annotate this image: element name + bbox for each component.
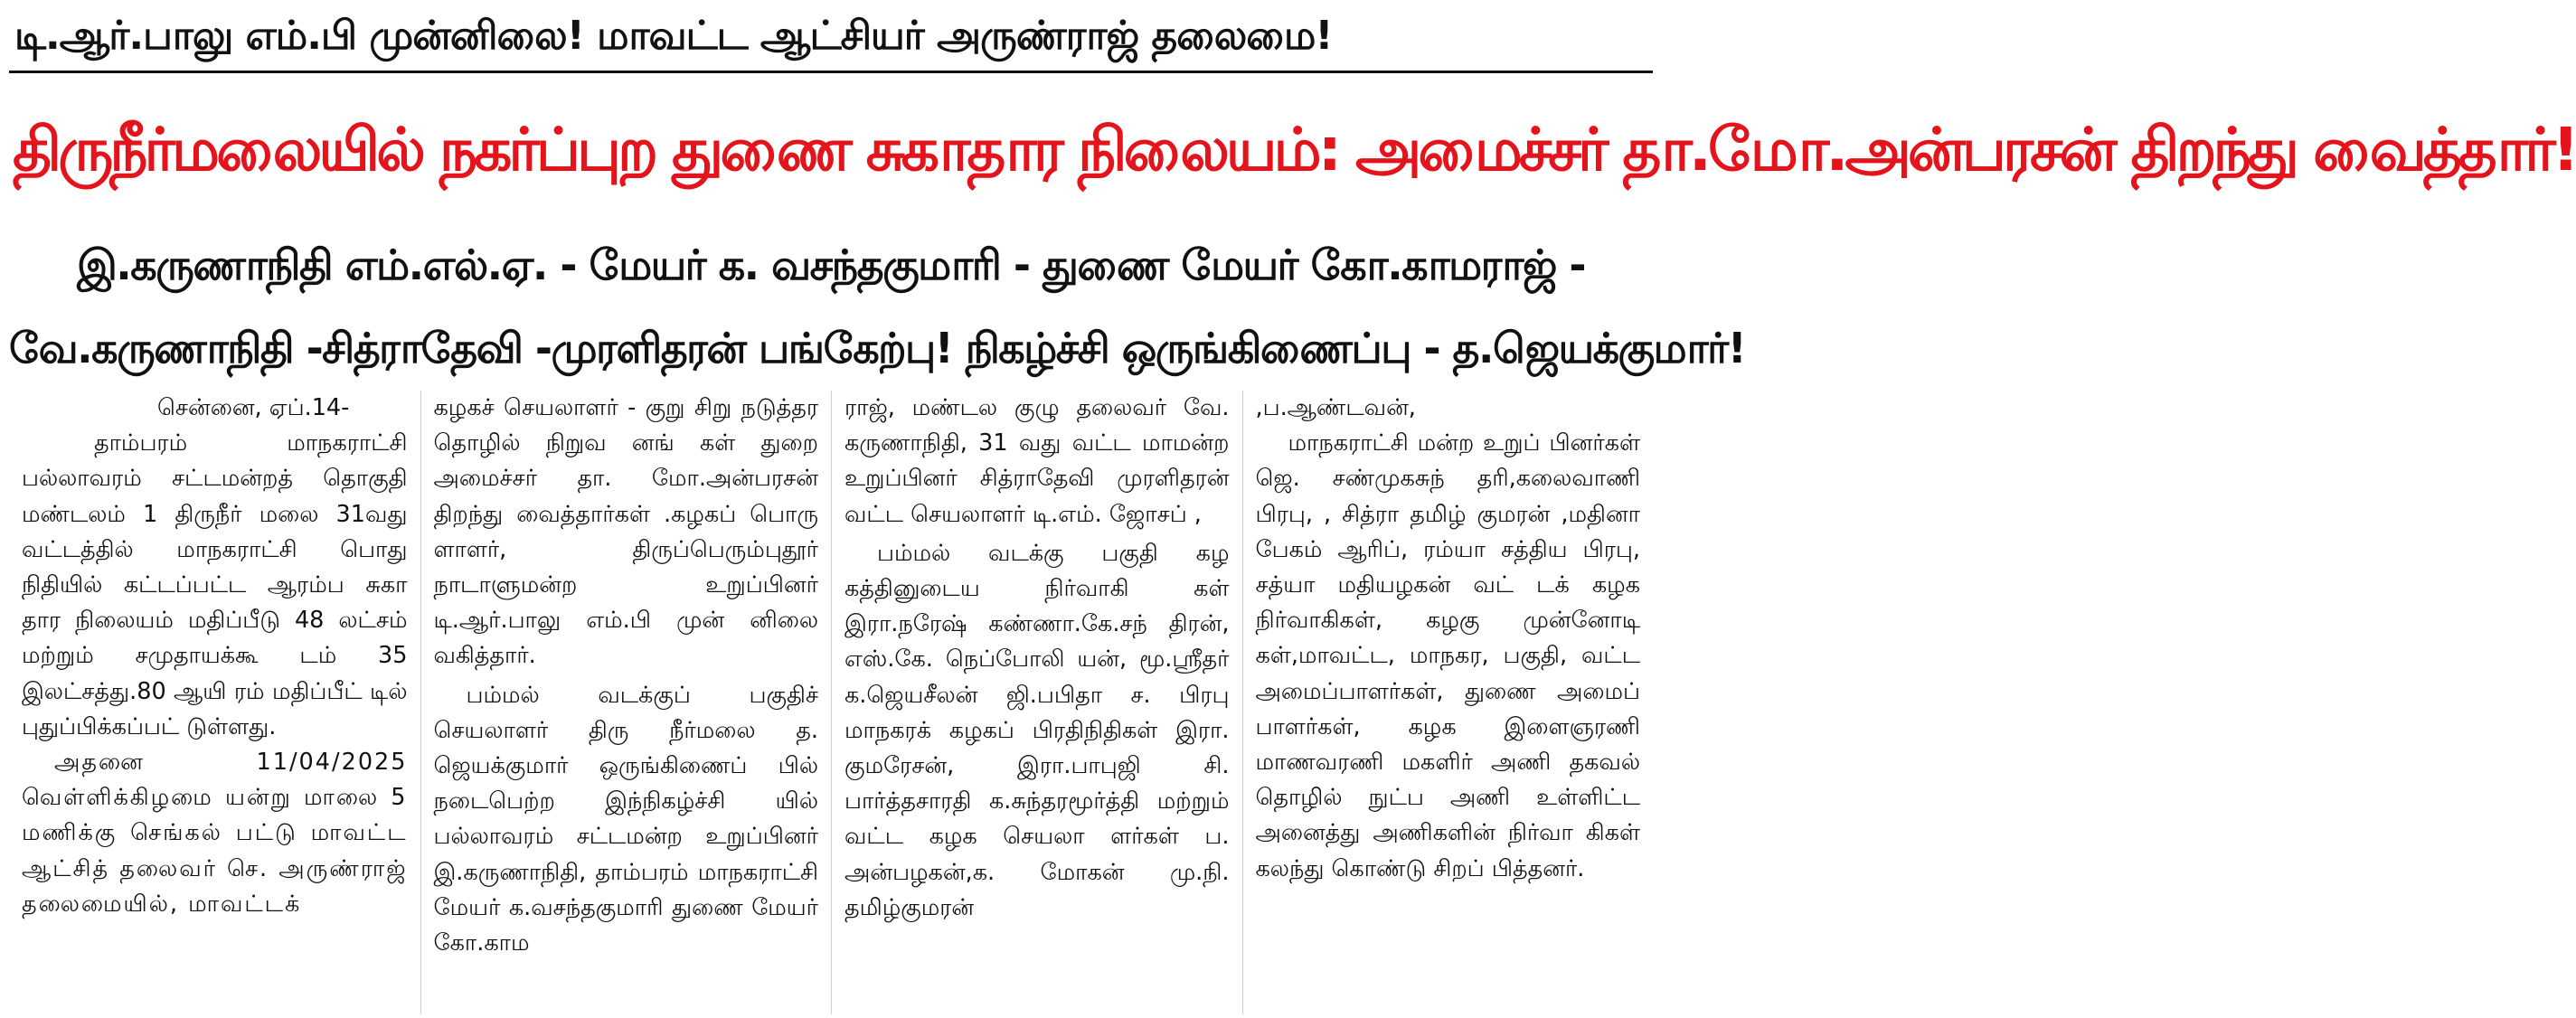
paragraph: தாம்பரம் மாநகராட்சி பல்லாவரம் சட்டமன்றத் தொகுதி மண்டலம் 1 திருநீர் மலை 31வது வட்டத்தில் மாநகராட்சி பொது நிதியில் கட்டப்பட்ட ஆரம்ப சுகா தார நிலையம் மதிப்பீடு 48 லட்சம் மற்றும் சமுதாயக்கூ டம் 35 இலட்சத்து.80 ஆயி ரம் மதிப்பீட் டில் புதுப்பிக்கப்பட் டுள்ளது. [22,429,408,740]
headline: திருநீர்மலையில் நகர்ப்புற துணை சுகாதார நிலையம்: அமைச்சர் தா.மோ.அன்பரசன் திறந்து வைத்தார்! [13,115,2576,184]
paragraph: பம்மல் வடக்குப் பகுதிச் செயலாளர் திரு நீர்மலை த. ஜெயக்குமார் ஒருங்கிணைப் பில் நடைபெற்ற இந்நிகழ்ச்சி யில் பல்லாவரம் சட்டமன்ற உறுப்பினர் இ.கருணாநிதி, தாம்பரம் மாநகராட்சி மேயர் க.வசந்தகுமாரி துணை மேயர் கோ.காம [433,681,818,957]
paragraph: ராஜ், மண்டல குழு தலைவர் வே. கருணாநிதி, 31 வது வட்ட மாமன்ற உறுப்பினர் சித்ராதேவி முரளிதரன் வட்ட செயலாளர் டி.எம். ஜோசப் , [845,394,1230,528]
dateline: சென்னை, ஏப்.14- [157,394,350,421]
kicker-underline [9,71,1653,73]
article-body [9,391,1653,1014]
article-column-3 [831,391,1242,1014]
kicker-line: டி.ஆர்.பாலு எம்.பி முன்னிலை! மாவட்ட ஆட்சியர் அருண்ராஜ் தலைமை! [14,13,1333,59]
paragraph: மாநகராட்சி மன்ற உறுப் பினர்கள் ஜெ. சண்முகசுந் தரி,கலைவாணி பிரபு, , சித்ரா தமிழ் குமரன் ,மதினா பேகம் ஆரிப், ரம்யா சத்திய பிரபு, சத்யா மதியழகன் வட் டக் கழக நிர்வாகிகள், கழகு முன்னோடி கள்,மாவட்ட, மாநகர, பகுதி, வட்ட அமைப்பாளர்கள், துணை அமைப் பாளர்கள், கழக இளைஞரணி மாணவரணி மகளிர் அணி தகவல் தொழில் நுட்ப அணி உள்ளிட்ட அனைத்து அணிகளின் நிர்வா கிகள் கலந்து கொண்டு சிறப் பித்தனர். [1255,429,1640,882]
paragraph: ,ப.ஆண்டவன், [1255,394,1416,421]
paragraph: கழகச் செயலாளர் - குறு சிறு நடுத்தர தொழில் நிறுவ னங் கள் துறை அமைச்சர் தா. மோ.அன்பரசன் திறந்து வைத்தார்கள் .கழகப் பொரு ளாளர், திருப்பெரும்புதூர் நாடாளுமன்ற உறுப்பினர் டி.ஆர்.பாலு எம்.பி முன் னிலை வகித்தார். [433,394,818,670]
paragraph: அதனை 11/04/2025 வெள்ளிக்கிழமை யன்று மாலை 5 மணிக்கு செங்கல் பட்டு மாவட்ட ஆட்சித் தலைவர் செ. அருண்ராஜ் தலைமையில், மாவட்டக் [22,749,408,918]
deck-line-1: இ.கருணாநிதி எம்.எல்.ஏ. - மேயர் க. வசந்தகுமாரி - துணை மேயர் கோ.காமராஜ் - [77,240,1585,289]
article-column-4 [1242,391,1654,1014]
article-column-1 [9,391,420,1014]
deck-line-2: வே.கருணாநிதி -சித்ராதேவி -முரளிதரன் பங்கேற்பு! நிகழ்ச்சி ஒருங்கிணைப்பு - த.ஜெயக்குமார்! [9,324,1746,372]
paragraph: பம்மல் வடக்கு பகுதி கழ கத்தினுடைய நிர்வாகி கள் இரா.நரேஷ் கண்ணா.கே.சந் திரன், எஸ்.கே. நெப்போலி யன், மூ.ஸ்ரீதர் க.ஜெயசீலன் ஜி.பபிதா ச. பிரபு மாநகரக் கழகப் பிரதிநிதிகள் இரா. குமரேசன், இரா.பாபுஜி சி. பார்த்தசாரதி க.சுந்தரமூர்த்தி மற்றும் வட்ட கழக செயலா ளர்கள் ப. அன்பழகன்,க. மோகன் மு.நி. தமிழ்குமரன் [845,539,1230,921]
article-column-2 [420,391,832,1014]
